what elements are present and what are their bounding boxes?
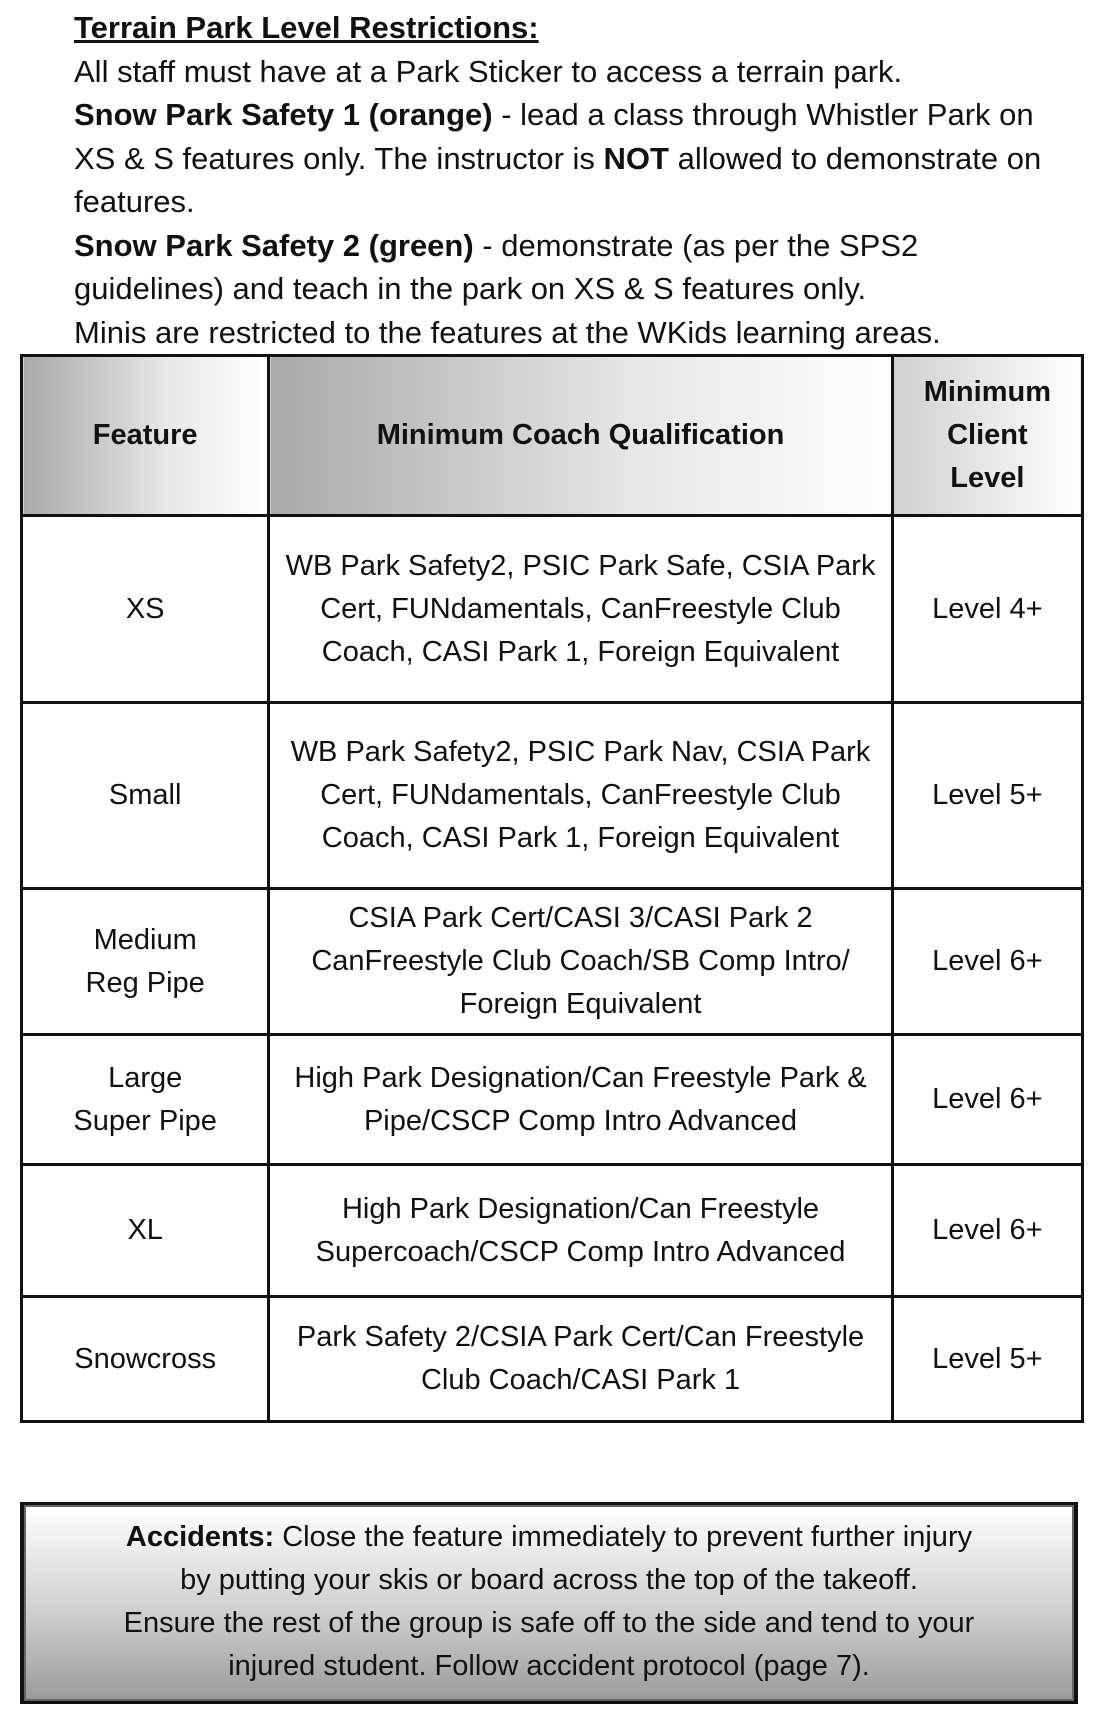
header-feature: Feature <box>22 356 269 516</box>
accidents-text: Close the feature immediately to prevent further injury <box>274 1521 973 1553</box>
feature-cell <box>22 889 269 1035</box>
feature-cell: XS <box>22 516 269 703</box>
table-row <box>22 516 1083 703</box>
feature-cell: XL <box>22 1165 269 1297</box>
sps1-rule <box>74 93 1074 224</box>
table-row <box>22 1035 1083 1165</box>
qualification-line: CanFreestyle Club Coach/SB Comp Intro/ <box>311 945 850 977</box>
accidents-label: Accidents: <box>125 1521 275 1553</box>
level-cell: Level 4+ <box>892 516 1082 703</box>
qualification-line: Foreign Equivalent <box>459 988 702 1020</box>
qualification-cell <box>269 889 892 1035</box>
page-heading: Terrain Park Level Restrictions: <box>74 10 539 45</box>
header-qualification: Minimum Coach Qualification <box>269 356 892 516</box>
qualification-line: CSIA Park Cert/CASI 3/CASI Park 2 <box>348 902 813 934</box>
accidents-line: by putting your skis or board across the top of the takeoff. <box>180 1564 918 1596</box>
sps2-label: Snow Park Safety 2 (green) <box>74 227 474 263</box>
sps2-rule <box>74 224 1074 311</box>
accidents-line: injured student. Follow accident protocol (page 7). <box>228 1650 870 1682</box>
level-cell: Level 5+ <box>892 703 1082 889</box>
accidents-box <box>20 1502 1078 1704</box>
feature-line: Super Pipe <box>73 1104 217 1137</box>
sps1-text-b: allowed to demonstrate on features. <box>74 140 1042 219</box>
table-row <box>22 703 1083 889</box>
level-cell: Level 6+ <box>892 1165 1082 1297</box>
sps1-text-a: - lead a class through Whistler Park on XS & S features only. The instructor is <box>74 97 1034 176</box>
sps2-text: - demonstrate (as per the SPS2 guidelines) and teach in the park on XS & S features only. <box>74 227 919 306</box>
table-row <box>22 1165 1083 1297</box>
feature-cell: Snowcross <box>22 1297 269 1422</box>
level-cell: Level 5+ <box>892 1297 1082 1422</box>
accidents-line: Ensure the rest of the group is safe off to the side and tend to your <box>123 1607 975 1639</box>
sps1-not: NOT <box>603 140 669 176</box>
qualification-cell: High Park Designation/Can Freestyle Supercoach/CSCP Comp Intro Advanced <box>269 1165 892 1297</box>
feature-cell: Small <box>22 703 269 889</box>
level-cell: Level 6+ <box>892 889 1082 1035</box>
accidents-line <box>24 1516 1074 1559</box>
sps1-label: Snow Park Safety 1 (orange) <box>74 97 493 132</box>
feature-line: Medium <box>93 923 197 956</box>
qualification-cell: WB Park Safety2, PSIC Park Safe, CSIA Park Cert, FUNdamentals, CanFreestyle Club Coach, CASI Park 1, Foreign Equivalent <box>269 516 892 703</box>
qualification-cell: High Park Designation/Can Freestyle Park & Pipe/CSCP Comp Intro Advanced <box>269 1035 892 1165</box>
qualification-cell: WB Park Safety2, PSIC Park Nav, CSIA Park Cert, FUNdamentals, CanFreestyle Club Coach, CASI Park 1, Foreign Equivalent <box>269 703 892 889</box>
intro-section <box>74 6 1074 354</box>
table-header-row <box>22 356 1083 516</box>
minis-rule: Minis are restricted to the features at the WKids learning areas. <box>74 314 941 350</box>
header-client-level: Minimum Client Level <box>892 356 1082 516</box>
table-row <box>22 889 1083 1035</box>
table-row <box>22 1297 1083 1422</box>
qualification-cell: Park Safety 2/CSIA Park Cert/Can Freestyle Club Coach/CASI Park 1 <box>269 1297 892 1422</box>
level-cell: Level 6+ <box>892 1035 1082 1165</box>
feature-cell <box>22 1035 269 1165</box>
feature-qualification-table <box>20 354 1084 1423</box>
park-sticker-rule: All staff must have at a Park Sticker to access a terrain park. <box>74 53 903 89</box>
feature-line: Large <box>108 1061 183 1094</box>
feature-line: Reg Pipe <box>85 966 205 999</box>
